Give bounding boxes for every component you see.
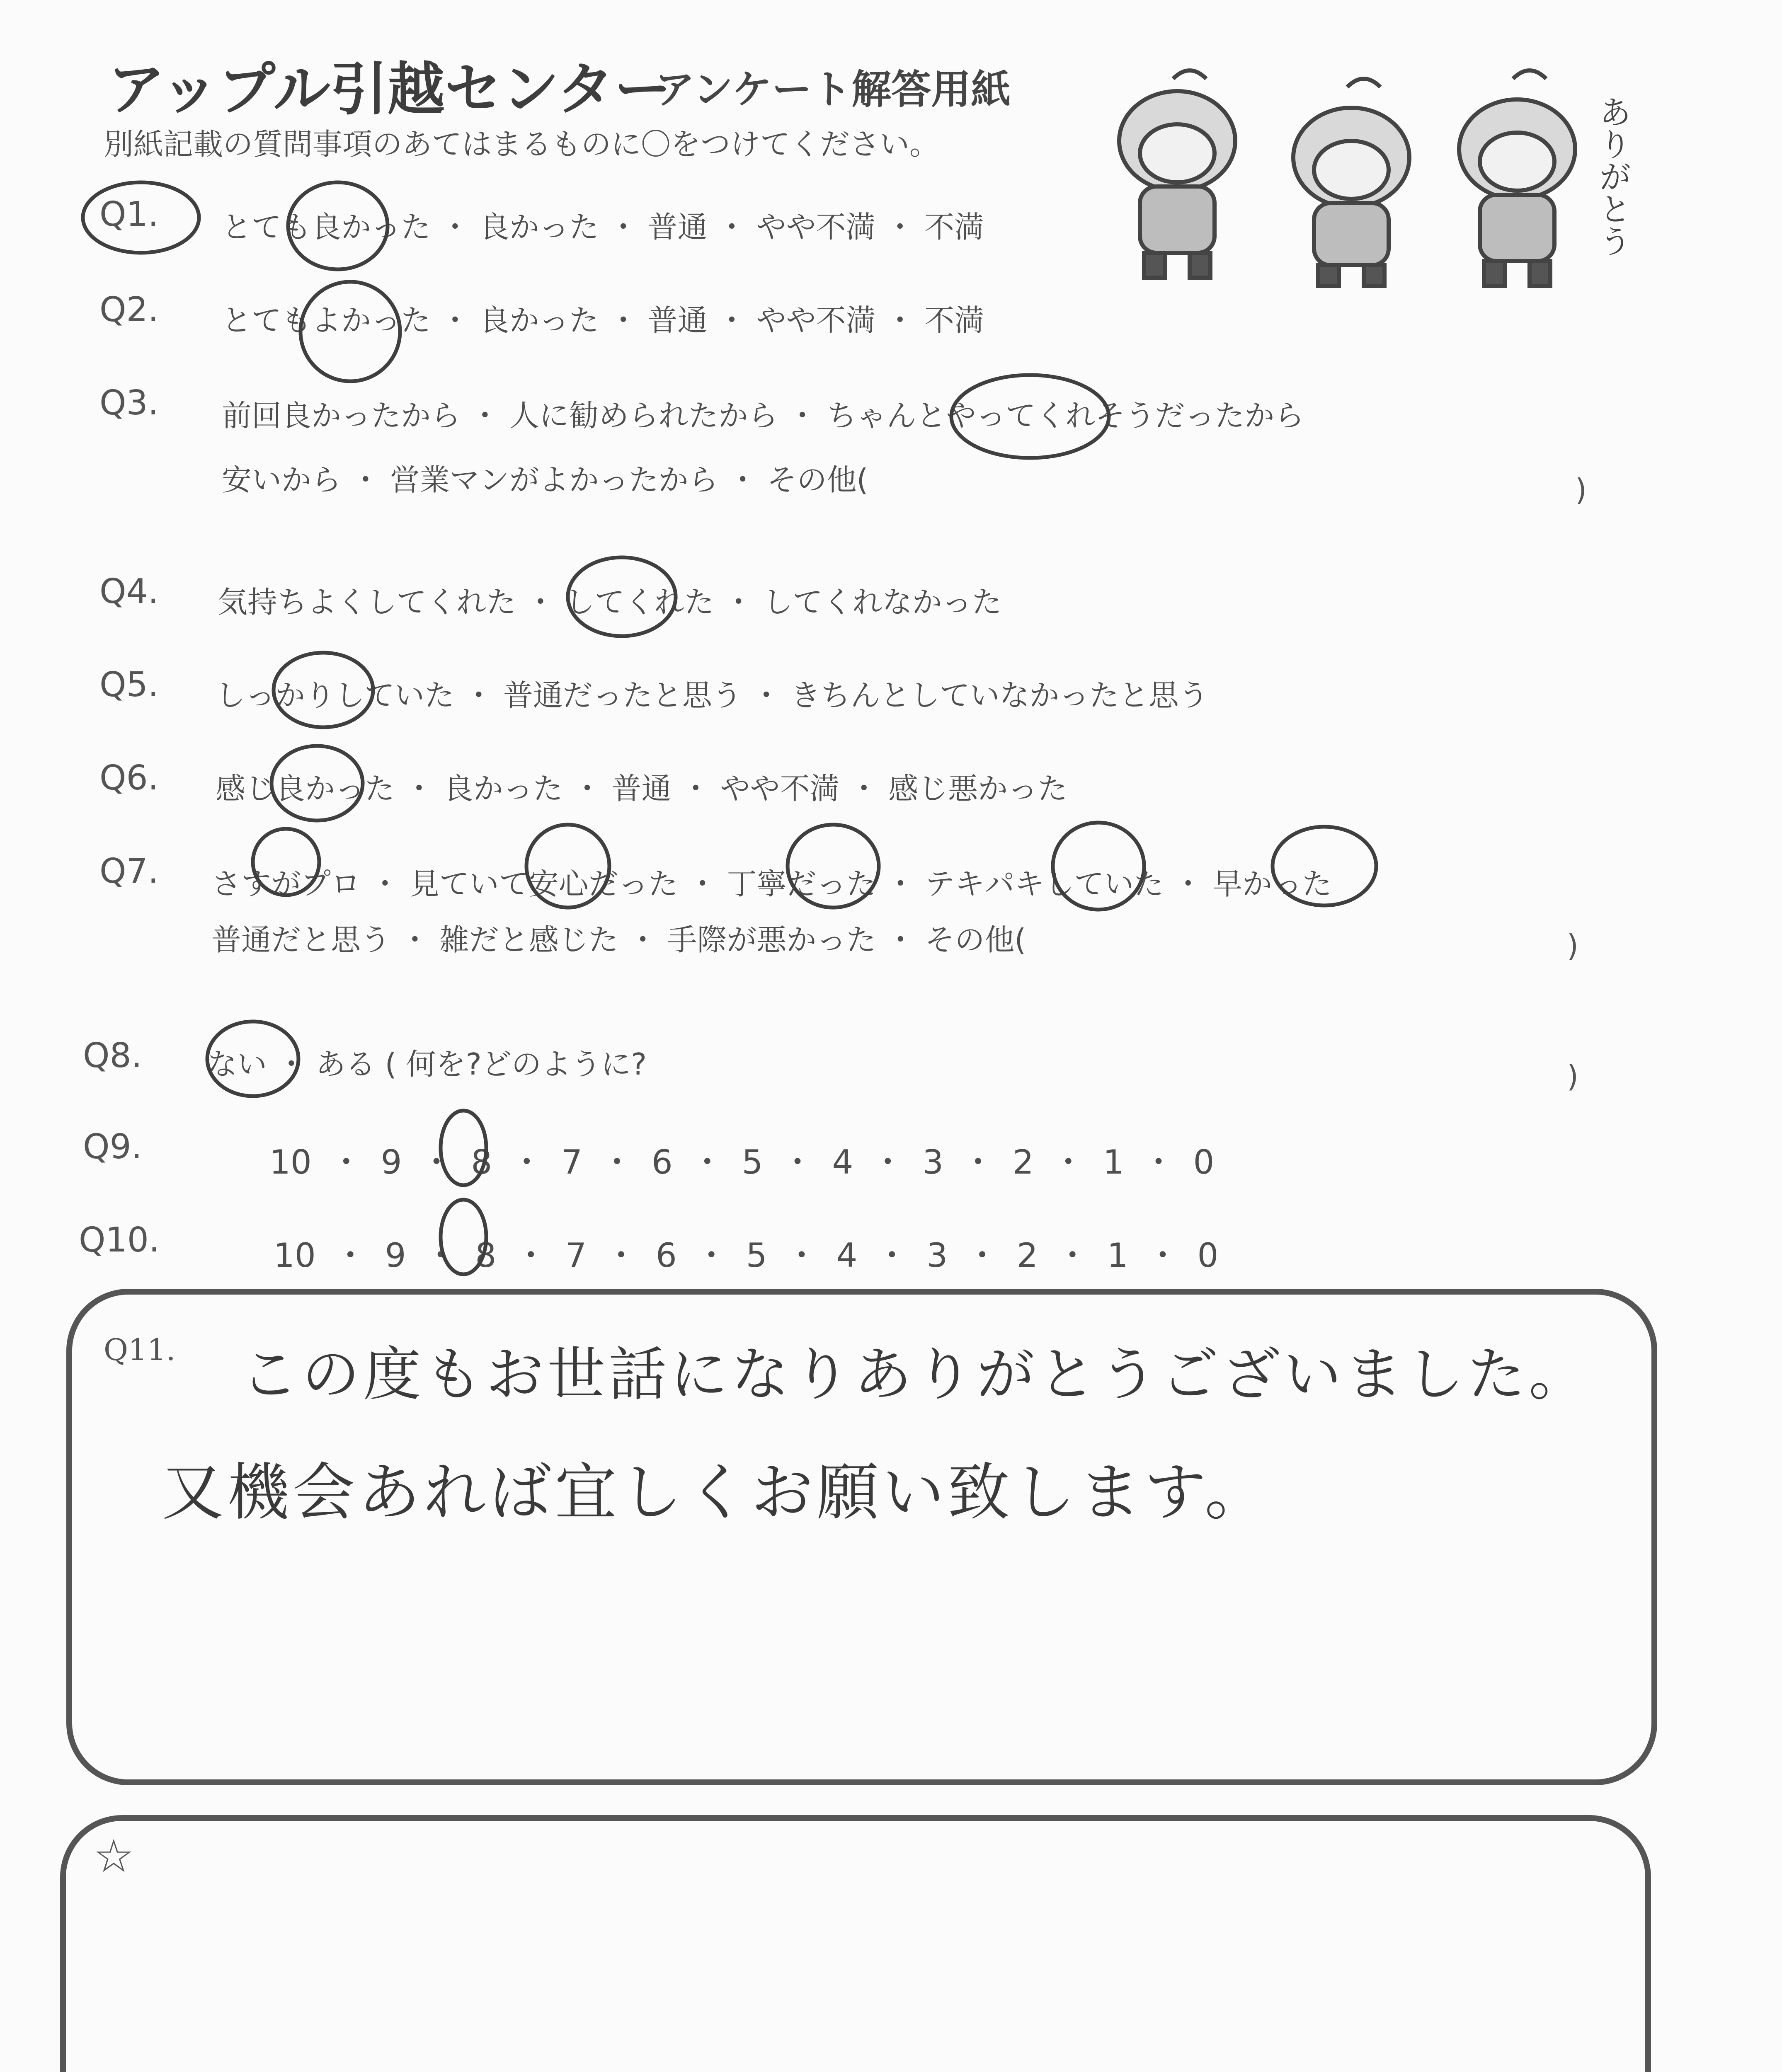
q7-label: Q7.	[99, 852, 159, 891]
q3-choice-circle	[951, 375, 1109, 458]
q8-label: Q8.	[83, 1036, 142, 1075]
q7-choice-circle-2	[526, 825, 609, 908]
q2-choice-circle	[301, 282, 400, 381]
q1-options: とても良かった ・ 良かった ・ 普通 ・ やや不満 ・ 不満	[222, 210, 984, 244]
q11-handwritten-line1: この度もお世話になりありがとうございました。	[240, 1341, 1590, 1409]
q10-label: Q10.	[79, 1220, 160, 1260]
q5-options: しっかりしていた ・ 普通だったと思う ・ きちんとしていなかったと思う	[216, 678, 1209, 713]
q5-choice-circle	[274, 653, 373, 727]
q3-paren-close: )	[1575, 472, 1587, 507]
q3-options-line2: 安いから ・ 営業マンがよかったから ・ その他(	[222, 462, 868, 497]
q1-label: Q1.	[99, 195, 159, 234]
q9-scale: 10 ・ 9 ・ 8 ・ 7 ・ 6 ・ 5 ・ 4 ・ 3 ・ 2 ・ 1 ・ 0	[269, 1143, 1215, 1181]
q4-label: Q4.	[99, 572, 159, 611]
q6-options: 感じ良かった ・ 良かった ・ 普通 ・ やや不満 ・ 感じ悪かった	[216, 771, 1068, 806]
q8-options: ない ・ ある ( 何を?どのように?	[207, 1047, 647, 1082]
q3-options-line1: 前回良かったから ・ 人に勧められたから ・ ちゃんとやってくれそうだったから	[222, 398, 1304, 433]
q5-label: Q5.	[99, 665, 159, 704]
q6-choice-circle	[272, 746, 363, 821]
q4-options: 気持ちよくしてくれた ・ してくれた ・ してくれなかった	[218, 585, 1002, 620]
q2-options: とてもよかった ・ 良かった ・ 普通 ・ やや不満 ・ 不満	[222, 303, 984, 338]
q11-handwritten-line2: 又機会あれば宜しくお願い致します。	[162, 1457, 1270, 1529]
q1-circle	[83, 182, 199, 253]
q9-choice-circle	[441, 1111, 486, 1185]
q7-choice-circle-4	[1053, 823, 1144, 910]
q8-choice-circle	[207, 1021, 298, 1096]
q11-label: Q11.	[104, 1332, 176, 1367]
q4-choice-circle	[568, 557, 676, 636]
q9-label: Q9.	[83, 1127, 142, 1167]
star-icon: ☆	[93, 1830, 134, 1883]
q7-options-line2: 普通だと思う ・ 雑だと感じた ・ 手際が悪かった ・ その他(	[211, 922, 1026, 957]
q7-options-line1: さすがプロ ・ 見ていて安心だった ・ 丁寧だった ・ テキパキしていた ・ 早かった	[211, 867, 1332, 901]
form-title: アップル引越センター	[108, 56, 672, 123]
mascot-caption: ありがとう	[1594, 95, 1631, 257]
instructions: 別紙記載の質問事項のあてはまるものに〇をつけてください。	[104, 127, 940, 162]
q3-label: Q3.	[99, 383, 159, 423]
q7-choice-circle-3	[788, 825, 879, 908]
q1-choice-circle	[288, 182, 388, 269]
q7-paren-close: )	[1567, 928, 1579, 963]
q2-label: Q2.	[99, 290, 159, 329]
q7-choice-circle-5	[1273, 827, 1376, 905]
q10-scale: 10 ・ 9 ・ 8 ・ 7 ・ 6 ・ 5 ・ 4 ・ 3 ・ 2 ・ 1 ・ 0	[274, 1236, 1219, 1275]
star-notes-box	[60, 1815, 1651, 2072]
q10-choice-circle	[441, 1200, 486, 1274]
q8-paren-close: )	[1567, 1059, 1579, 1094]
q7-choice-circle-1	[253, 829, 319, 895]
q6-label: Q6.	[99, 758, 159, 798]
form-subtitle: アンケート解答用紙	[655, 66, 1011, 113]
